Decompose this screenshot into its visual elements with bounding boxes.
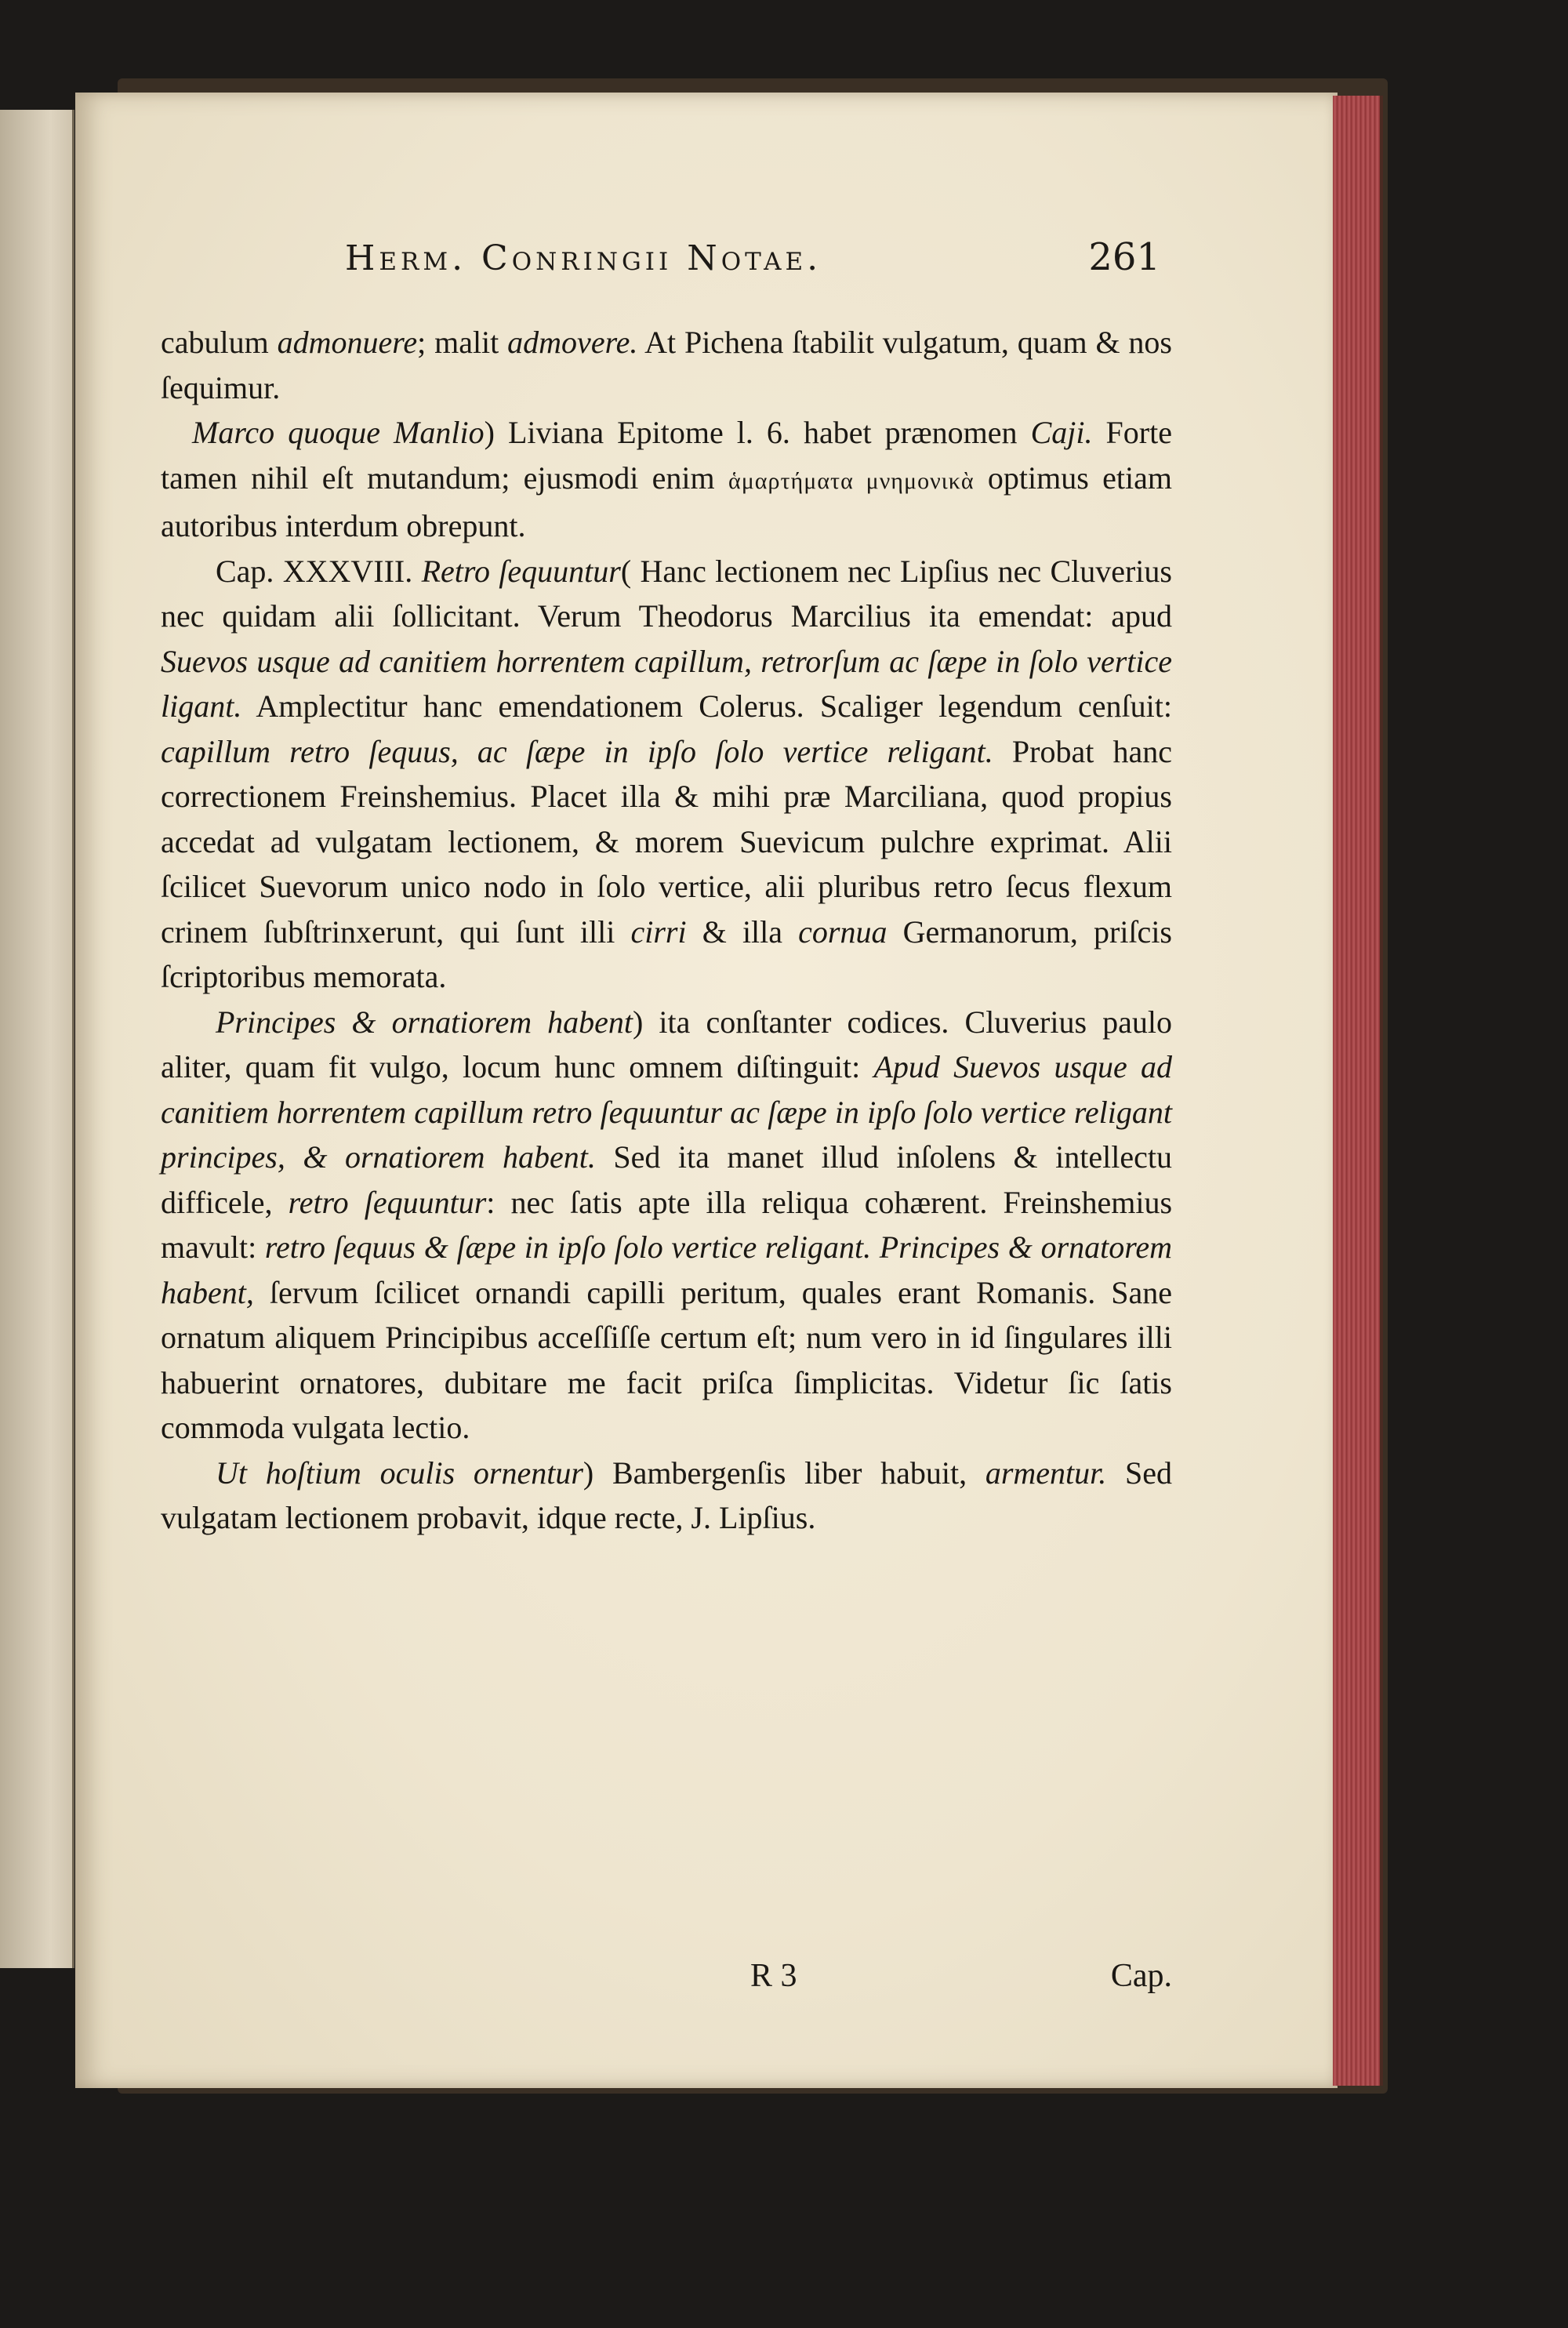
italic-run: cornua: [798, 913, 887, 950]
italic-run: cirri: [630, 913, 687, 950]
body-text: [161, 320, 1172, 1541]
chapter-ref: Cap. XXXVIII.: [216, 553, 422, 589]
paragraph-4: [161, 1000, 1172, 1451]
text-run: optimus etiam autoribus interdum obrepunt.: [161, 459, 1173, 543]
text-run: Sed vulgatam lectionem probavit, idque recte, J. Lipſius.: [161, 1455, 1172, 1535]
italic-run: retro ſequus & ſæpe in ipſo ſolo vertice religant. Principes & ornatorem habent,: [161, 1229, 1172, 1310]
text-run: ; malit: [417, 325, 508, 360]
page-fore-edge: [1333, 96, 1383, 2086]
text-run: Probat hanc correctionem Freinshemius. Placet illa & mihi præ Marciliana, quod propius accedat ad vulgatam lectionem, & morem Suevicum pulchre exprimat. Alii ſcilicet Suevorum unico nodo in ſolo vertice, alii pluribus retro ſecus flexum crinem ſubſtrinxerunt, qui ſunt illi: [161, 733, 1172, 950]
italic-run: Apud Suevos usque ad canitiem horrentem capillum retro ſequuntur ac ſæpe in ipſo ſolo vertice religant principes, & ornatiorem habent.: [161, 1049, 1172, 1175]
text-run: Germanorum, priſcis ſcriptoribus memorata.: [161, 913, 1172, 994]
previous-page-edge: [0, 110, 74, 1968]
italic-run: Caji.: [1030, 415, 1093, 450]
text-run: ) Liviana Epitome l. 6. habet prænomen: [484, 415, 1031, 450]
italic-run: capillum retro ſequus, ac ſæpe in ipſo ſolo vertice religant.: [161, 733, 993, 769]
text-run: ſervum ſcilicet ornandi capilli peritum, quales erant Romanis. Sane ornatum aliquem Principibus acceſſiſſe certum eſt; num vero in id ſingulares illi habuerint ornatores, dubitare me facit priſca ſimplicitas. Videtur ſic ſatis commoda vulgata lectio.: [161, 1274, 1172, 1445]
italic-run: armentur.: [985, 1455, 1107, 1491]
italic-run: admovere.: [507, 325, 638, 360]
text-run: ) ita conſtanter codices. Cluverius paulo aliter, quam fit vulgo, locum hunc omnem diſtinguit:: [161, 1004, 1172, 1084]
page-number: 261: [1088, 235, 1160, 279]
catchword: Cap.: [1110, 1958, 1172, 1994]
text-run: At Pichena ſtabilit vulgatum, quam & nos ſequimur.: [161, 325, 1172, 405]
text-run: cabulum: [161, 325, 278, 360]
text-run: : nec ſatis apte illa reliqua cohærent. Freinshemius mavult:: [161, 1184, 1173, 1265]
lemma: Principes & ornatiorem habent: [216, 1004, 633, 1040]
text-run: Forte tamen nihil eſt mutandum; ejusmodi enim: [161, 415, 1172, 496]
lemma: Ut hoſtium oculis ornentur: [216, 1455, 583, 1491]
text-run: & illa: [686, 913, 799, 950]
text-run: ) Bambergenſis liber habuit,: [583, 1455, 985, 1491]
paragraph-2: [161, 410, 1172, 549]
signature-mark: R 3: [750, 1958, 797, 1994]
text-run: ( Hanc lectionem nec Lipſius nec Cluverius nec quidam alii ſollicitant. Verum Theodorus Marcilius ita emendat: apud: [161, 553, 1172, 634]
greek-phrase: ἁμαρτήματα μνημονικὰ: [728, 467, 975, 494]
paragraph-5: [161, 1451, 1172, 1541]
lemma: Marco quoque Manlio: [192, 415, 485, 450]
italic-run: Suevos usque ad canitiem horrentem capillum, retrorſum ac ſæpe in ſolo vertice ligant.: [161, 643, 1172, 724]
text-run: Amplectitur hanc emendationem Colerus. Scaliger legendum cenſuit:: [241, 688, 1172, 724]
italic-run: retro ſequuntur: [288, 1184, 487, 1220]
paragraph-3: [161, 549, 1172, 1000]
running-head: [345, 235, 1160, 279]
paragraph-1: [161, 320, 1172, 410]
running-title: Herm. Conringii Notae.: [345, 238, 822, 278]
italic-run: admonuere: [277, 325, 418, 360]
lemma: Retro ſequuntur: [421, 553, 621, 589]
text-run: Sed ita manet illud inſolens & intellectu difficele,: [161, 1139, 1172, 1220]
